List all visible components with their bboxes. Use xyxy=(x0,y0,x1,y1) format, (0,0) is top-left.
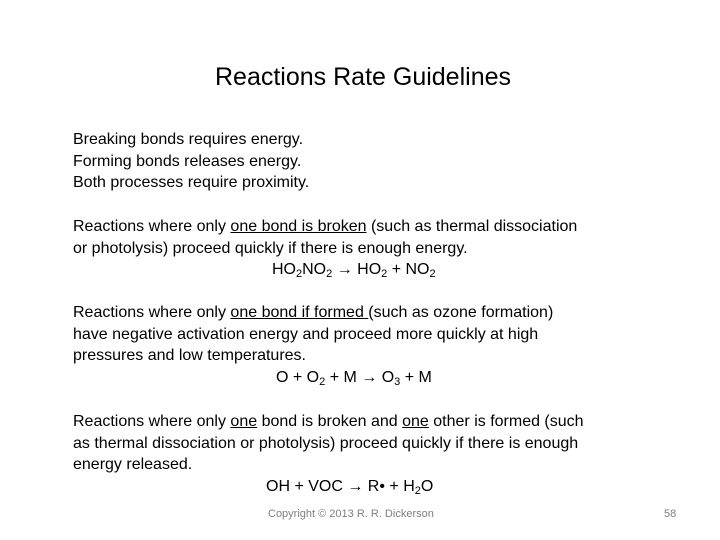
eq-term: HO xyxy=(272,261,296,278)
paragraph-line: or photolysis) proceed quickly if there is enough energy. xyxy=(73,239,468,257)
equation-ho2no2 xyxy=(73,259,673,281)
eq-subscript: 2 xyxy=(319,375,326,388)
intro-line: Both processes require proximity. xyxy=(73,174,310,191)
slide-title: Reactions Rate Guidelines xyxy=(215,63,511,91)
intro-line: Breaking bonds requires energy. xyxy=(73,131,304,148)
eq-subscript: 2 xyxy=(296,268,303,280)
underlined-phrase: one xyxy=(230,413,258,430)
text-run: (such as ozone formation) xyxy=(368,304,554,321)
paragraph-broken-and-formed xyxy=(73,411,673,497)
text-run: (such as thermal dissociation xyxy=(366,218,578,235)
eq-term: NO xyxy=(302,261,327,278)
paragraph-line: pressures and low temperatures. xyxy=(73,347,306,364)
eq-term: O xyxy=(420,477,434,495)
eq-term: OH + VOC → R• + H xyxy=(266,477,415,495)
paragraph-bond-formed xyxy=(73,302,673,388)
intro-line: Forming bonds releases energy. xyxy=(73,152,302,170)
paragraph-line: energy released. xyxy=(73,456,193,473)
paragraph-line xyxy=(73,302,673,324)
text-run: Reactions where only xyxy=(73,413,231,430)
equation-oh-voc xyxy=(73,476,673,498)
eq-term: + M → O xyxy=(325,368,395,386)
eq-subscript: 2 xyxy=(326,268,333,280)
underlined-phrase: one xyxy=(402,413,429,430)
text-run: other is formed (such xyxy=(428,413,584,430)
underlined-phrase: one bond is broken xyxy=(230,218,367,235)
eq-plus: + xyxy=(387,261,406,278)
paragraph-line xyxy=(73,411,673,433)
paragraph-line: as thermal dissociation or photolysis) proceed quickly if there is enough xyxy=(73,434,579,452)
eq-term: + M xyxy=(400,368,432,386)
eq-term: O + O xyxy=(276,368,320,386)
text-run: Reactions where only xyxy=(73,304,231,321)
paragraph-line: have negative activation energy and proceed more quickly at high xyxy=(73,325,539,343)
eq-subscript: 3 xyxy=(394,375,401,388)
intro-block xyxy=(73,129,673,194)
text-run: bond is broken and xyxy=(257,413,403,430)
eq-subscript: 2 xyxy=(381,268,388,280)
page-number: 58 xyxy=(664,508,677,520)
underlined-phrase: one bond if formed xyxy=(230,304,369,321)
eq-term: NO xyxy=(405,261,430,278)
equation-ozone xyxy=(73,367,673,389)
eq-subscript: 2 xyxy=(429,268,436,280)
paragraph-line xyxy=(73,216,673,238)
text-run: Reactions where only xyxy=(73,218,231,235)
eq-arrow: → xyxy=(332,261,358,278)
copyright-notice: Copyright © 2013 R. R. Dickerson xyxy=(268,508,434,520)
paragraph-bond-broken xyxy=(73,216,673,281)
eq-term: HO xyxy=(357,261,382,278)
eq-subscript: 2 xyxy=(414,484,421,497)
